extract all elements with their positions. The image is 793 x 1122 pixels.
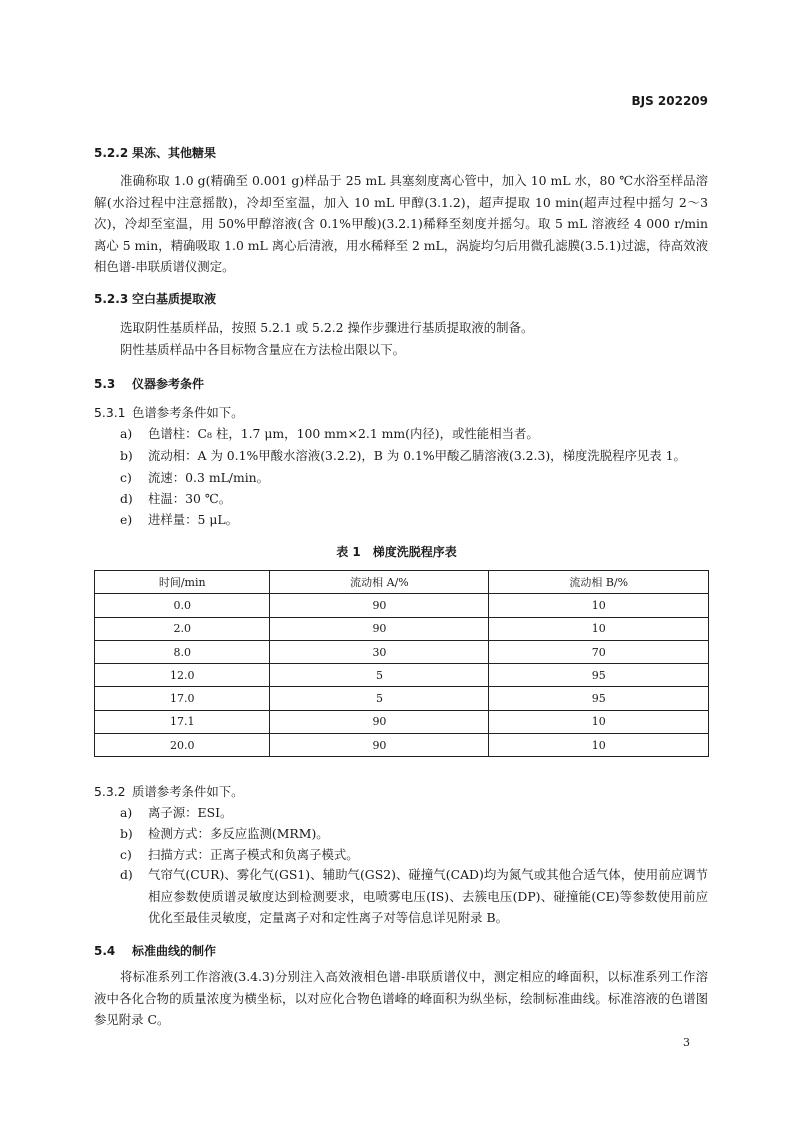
table-cell: 17.0 bbox=[95, 687, 270, 710]
list-marker: a) bbox=[120, 805, 133, 820]
list-item bbox=[120, 510, 238, 528]
table-cell: 5 bbox=[270, 664, 489, 687]
table-cell: 12.0 bbox=[95, 664, 270, 687]
table-row bbox=[95, 594, 709, 617]
table-header-row bbox=[95, 571, 709, 594]
list-marker: a) bbox=[120, 426, 133, 441]
standard-code: BJS 202209 bbox=[631, 94, 708, 108]
table-row bbox=[95, 687, 709, 710]
section-number: 5.4 bbox=[94, 944, 116, 958]
section-title: 果冻、其他糖果 bbox=[132, 146, 217, 160]
table-caption: 表 1 梯度洗脱程序表 bbox=[336, 545, 457, 559]
section-5-2-3-line-2: 阴性基质样品中各目标物含量应在方法检出限以下。 bbox=[120, 342, 405, 357]
list-marker: b) bbox=[120, 826, 133, 841]
table-cell: 95 bbox=[489, 687, 709, 710]
list-marker: e) bbox=[120, 512, 133, 527]
table-cell: 2.0 bbox=[95, 617, 270, 640]
list-marker: c) bbox=[120, 847, 132, 862]
table-cell: 10 bbox=[489, 710, 709, 733]
list-item bbox=[120, 446, 686, 464]
table-cell: 30 bbox=[270, 640, 489, 663]
section-title: 标准曲线的制作 bbox=[132, 944, 217, 958]
table-row bbox=[95, 734, 709, 757]
list-item-text: 扫描方式：正离子模式和负离子模式。 bbox=[148, 847, 359, 862]
section-number: 5.2.3 bbox=[94, 292, 129, 306]
section-5-4-heading bbox=[94, 942, 216, 959]
section-5-4-paragraph: 将标准系列工作溶液(3.4.3)分别注入高效液相色谱-串联质谱仪中，测定相应的峰面积，以标准系列工作溶液中各化合物的质量浓度为横坐标，以对应化合物色谱峰的峰面积为纵坐标，绘制标准曲线。标准溶液的色谱图参见附录 C。 bbox=[94, 969, 708, 1027]
table-cell: 10 bbox=[489, 594, 709, 617]
table-cell: 20.0 bbox=[95, 734, 270, 757]
section-number: 5.3 bbox=[94, 377, 116, 391]
table-cell: 95 bbox=[489, 664, 709, 687]
section-number: 5.2.2 bbox=[94, 146, 129, 160]
page-number: 3 bbox=[683, 1036, 690, 1049]
table-row bbox=[95, 710, 709, 733]
list-marker: d) bbox=[120, 491, 133, 506]
table-cell: 10 bbox=[489, 734, 709, 757]
section-5-2-2-paragraph: 准确称取 1.0 g(精确至 0.001 g)样品于 25 mL 具塞刻度离心管中，加入 10 mL 水，80 ℃水浴至样品溶解(水浴过程中注意摇散)，冷却至室温，加入 10 mL 甲醇(3.1.2)，超声提取 10 min(超声过程中摇匀 2～3 次)，冷却至室温，用 50%甲醇溶液(含 0.1%甲酸)(3.2.1)稀释至刻度并摇匀。取 5 mL 溶液经 4 000 r/min 离心 5 min，精确吸取 1.0 mL 离心后清液，用水稀释至 2 mL，涡旋均匀后用微孔滤膜(3.5.1)过滤，待高效液相色谱-串联质谱仪测定。 bbox=[94, 173, 708, 274]
section-5-3-1-intro bbox=[94, 403, 244, 421]
table-row bbox=[95, 617, 709, 640]
section-number: 5.3.1 bbox=[94, 405, 126, 420]
list-marker: b) bbox=[120, 448, 133, 463]
list-item-text: 进样量：5 μL。 bbox=[148, 512, 239, 527]
section-title: 空白基质提取液 bbox=[132, 292, 217, 306]
table-cell: 90 bbox=[270, 734, 489, 757]
table-header-cell: 时间/min bbox=[95, 571, 270, 594]
gradient-elution-table bbox=[94, 570, 709, 757]
list-marker: d) bbox=[120, 867, 133, 882]
list-item-text: 流动相：A 为 0.1%甲酸水溶液(3.2.2)，B 为 0.1%甲酸乙腈溶液(3.2.3)，梯度洗脱程序见表 1。 bbox=[148, 448, 686, 463]
list-item bbox=[120, 424, 539, 442]
table-cell: 70 bbox=[489, 640, 709, 663]
table-cell: 90 bbox=[270, 710, 489, 733]
list-item bbox=[120, 489, 231, 507]
list-item-text: 气帘气(CUR)、雾化气(GS1)、辅助气(GS2)、碰撞气(CAD)均为氮气或其他合适气体，使用前应调节相应参数使质谱灵敏度达到检测要求，电喷雾电压(IS)、去簇电压(DP)、碰撞能(CE)等参数使用前应优化至最佳灵敏度，定量离子对和定性离子对等信息详见附录 B。 bbox=[148, 867, 708, 925]
list-marker: c) bbox=[120, 470, 132, 485]
list-item-text: 离子源：ESI。 bbox=[148, 805, 233, 820]
section-5-3-heading bbox=[94, 375, 204, 392]
table-cell: 17.1 bbox=[95, 710, 270, 733]
table-header-cell: 流动相 A/% bbox=[270, 571, 489, 594]
table-cell: 5 bbox=[270, 687, 489, 710]
section-5-3-2-intro bbox=[94, 782, 244, 800]
list-item bbox=[120, 864, 708, 929]
list-item-text: 柱温：30 ℃。 bbox=[148, 491, 232, 506]
section-5-2-3-heading bbox=[94, 290, 216, 307]
table-cell: 90 bbox=[270, 594, 489, 617]
section-5-2-2-heading bbox=[94, 144, 216, 161]
list-item bbox=[120, 468, 269, 486]
list-item bbox=[120, 845, 359, 863]
table-row bbox=[95, 664, 709, 687]
table-cell: 90 bbox=[270, 617, 489, 640]
table-header-cell: 流动相 B/% bbox=[489, 571, 709, 594]
list-item-text: 流速：0.3 mL/min。 bbox=[148, 470, 270, 485]
table-cell: 10 bbox=[489, 617, 709, 640]
list-item-text: 色谱柱：C₈ 柱，1.7 μm，100 mm×2.1 mm(内径)，或性能相当者。 bbox=[148, 426, 539, 441]
section-title: 仪器参考条件 bbox=[132, 377, 205, 391]
table-cell: 0.0 bbox=[95, 594, 270, 617]
section-intro-text: 色谱参考条件如下。 bbox=[132, 405, 244, 420]
table-cell: 8.0 bbox=[95, 640, 270, 663]
list-item bbox=[120, 824, 329, 842]
list-item-text: 检测方式：多反应监测(MRM)。 bbox=[148, 826, 329, 841]
section-5-2-3-line-1: 选取阴性基质样品，按照 5.2.1 或 5.2.2 操作步骤进行基质提取液的制备。 bbox=[120, 320, 534, 335]
list-item bbox=[120, 803, 232, 821]
section-intro-text: 质谱参考条件如下。 bbox=[132, 784, 244, 799]
table-row bbox=[95, 640, 709, 663]
section-number: 5.3.2 bbox=[94, 784, 126, 799]
